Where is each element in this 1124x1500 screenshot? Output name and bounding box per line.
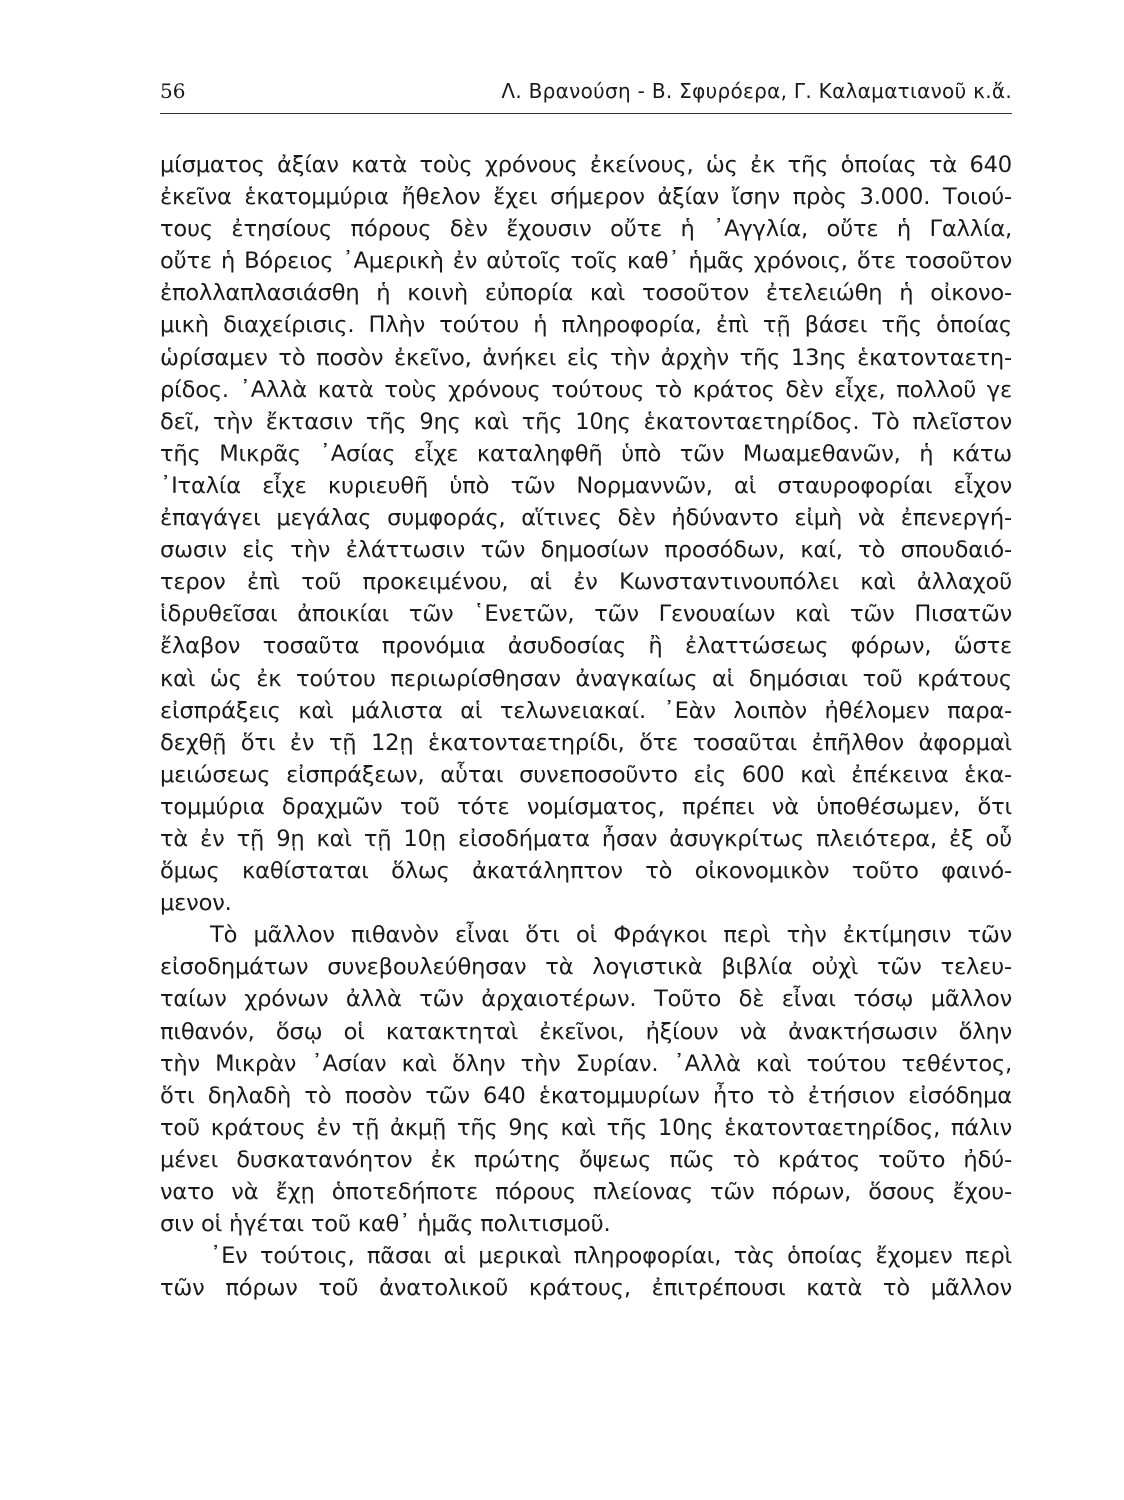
text-line: ᾿Ιταλία εἶχε κυριευθῆ ὑπὸ τῶν Νορμαννῶν, αἱ σταυροφορίαι εἶχον xyxy=(160,472,1012,499)
text-line: εἰσπράξεις καὶ μάλιστα αἱ τελωνειακαί. ᾿Εὰν λοιπὸν ἠθέλομεν παρα- xyxy=(160,697,1012,724)
text-line: τὴν Μικρὰν ᾿Ασίαν καὶ ὅλην τὴν Συρίαν. ᾿Αλλὰ καὶ τούτου τεθέντος, xyxy=(160,1050,1012,1077)
text-line: ἐπαγάγει μεγάλας συμφοράς, αἵτινες δὲν ἠδύναντο εἰμὴ νὰ ἐπενεργή- xyxy=(160,505,1012,532)
running-head: Λ. Βρανούση - Β. Σφυρόερα, Γ. Καλαματιανοῦ κ.ἄ. xyxy=(501,79,1012,103)
text-line: σωσιν εἰς τὴν ἐλάττωσιν τῶν δημοσίων προσόδων, καί, τὸ σπουδαιό- xyxy=(160,537,1012,564)
text-line: οὔτε ἡ Βόρειος ᾿Αμερικὴ ἐν αὐτοῖς τοῖς καθ᾿ ἡμᾶς χρόνοις, ὅτε τοσοῦτον xyxy=(160,248,1012,275)
text-line: ἔλαβον τοσαῦτα προνόμια ἀσυδοσίας ἢ ἐλαττώσεως φόρων, ὥστε xyxy=(160,633,1012,660)
text-line: ἱδρυθεῖσαι ἀποικίαι τῶν ῾Ενετῶν, τῶν Γενουαίων καὶ τῶν Πισατῶν xyxy=(160,601,1012,628)
text-line: ἐκεῖνα ἑκατομμύρια ἤθελον ἔχει σήμερον ἀξίαν ἴσην πρὸς 3.000. Τοιού- xyxy=(160,184,1012,211)
text-line: ὅτι δηλαδὴ τὸ ποσὸν τῶν 640 ἑκατομμυρίων ἦτο τὸ ἐτήσιον εἰσόδημα xyxy=(160,1082,1012,1109)
text-line: εἰσοδημάτων συνεβουλεύθησαν τὰ λογιστικὰ βιβλία οὐχὶ τῶν τελευ- xyxy=(160,954,1012,981)
text-line: Τὸ μᾶλλον πιθανὸν εἶναι ὅτι οἱ Φράγκοι περὶ τὴν ἐκτίμησιν τῶν xyxy=(210,922,1012,949)
page-number: 56 xyxy=(160,79,186,103)
text-line: πιθανόν, ὅσῳ οἱ κατακτηταὶ ἐκεῖνοι, ἠξίουν νὰ ἀνακτήσωσιν ὅλην xyxy=(160,1018,1012,1045)
text-line: τους ἐτησίους πόρους δὲν ἔχουσιν οὔτε ἡ ᾿Αγγλία, οὔτε ἡ Γαλλία, xyxy=(160,216,1012,243)
text-line: τοῦ κράτους ἐν τῇ ἀκμῇ τῆς 9ης καὶ τῆς 10ης ἑκατονταετηρίδος, πάλιν xyxy=(160,1114,1012,1141)
text-line: τερον ἐπὶ τοῦ προκειμένου, αἱ ἐν Κωνσταντινουπόλει καὶ ἀλλαχοῦ xyxy=(160,569,1012,596)
text-line: μειώσεως εἰσπράξεων, αὗται συνεποσοῦντο εἰς 600 καὶ ἐπέκεινα ἑκα- xyxy=(160,761,1012,788)
text-line: ᾿Εν τούτοις, πᾶσαι αἱ μερικαὶ πληροφορίαι, τὰς ὁποίας ἔχομεν περὶ xyxy=(210,1243,1012,1270)
text-line: ρίδος. ᾿Αλλὰ κατὰ τοὺς χρόνους τούτους τὸ κράτος δὲν εἶχε, πολλοῦ γε xyxy=(160,376,1012,403)
body-text xyxy=(160,149,1012,1304)
text-line: τῶν πόρων τοῦ ἀνατολικοῦ κράτους, ἐπιτρέπουσι κατὰ τὸ μᾶλλον xyxy=(160,1275,1012,1302)
text-line: νατο νὰ ἔχῃ ὁποτεδήποτε πόρους πλείονας τῶν πόρων, ὅσους ἔχου- xyxy=(160,1179,1012,1205)
text-line: δεῖ, τὴν ἔκτασιν τῆς 9ης καὶ τῆς 10ης ἑκατονταετηρίδος. Τὸ πλεῖστον xyxy=(160,408,1012,435)
text-line: ὡρίσαμεν τὸ ποσὸν ἐκεῖνο, ἀνήκει εἰς τὴν ἀρχὴν τῆς 13ης ἑκατονταετη- xyxy=(160,344,1012,371)
text-line: τὰ ἐν τῇ 9ῃ καὶ τῇ 10ῃ εἰσοδήματα ἦσαν ἀσυγκρίτως πλειότερα, ἐξ οὗ xyxy=(160,825,1012,852)
text-line: ταίων χρόνων ἀλλὰ τῶν ἀρχαιοτέρων. Τοῦτο δὲ εἶναι τόσῳ μᾶλλον xyxy=(160,986,1012,1013)
text-line: μικὴ διαχείρισις. Πλὴν τούτου ἡ πληροφορία, ἐπὶ τῇ βάσει τῆς ὁποίας xyxy=(160,312,1012,339)
page-header xyxy=(160,75,1012,109)
text-line: καὶ ὡς ἐκ τούτου περιωρίσθησαν ἀναγκαίως αἱ δημόσιαι τοῦ κράτους xyxy=(160,665,1012,692)
text-line: μένει δυσκατανόητον ἐκ πρώτης ὄψεως πῶς τὸ κράτος τοῦτο ἠδύ- xyxy=(160,1146,1012,1173)
text-line: ἐπολλαπλασιάσθη ἡ κοινὴ εὐπορία καὶ τοσοῦτον ἐτελειώθη ἡ οἰκονο- xyxy=(160,280,1012,307)
text-line: τομμύρια δραχμῶν τοῦ τότε νομίσματος, πρέπει νὰ ὑποθέσωμεν, ὅτι xyxy=(160,793,1012,820)
header-rule xyxy=(160,113,1012,114)
text-line: μίσματος ἀξίαν κατὰ τοὺς χρόνους ἐκείνους, ὡς ἐκ τῆς ὁποίας τὰ 640 xyxy=(160,152,1012,178)
text-line: σιν οἱ ἡγέται τοῦ καθ᾿ ἡμᾶς πολιτισμοῦ. xyxy=(160,1211,611,1238)
text-line: τῆς Μικρᾶς ᾿Ασίας εἶχε καταληφθῆ ὑπὸ τῶν Μωαμεθανῶν, ἡ κάτω xyxy=(160,440,1012,467)
text-line: δεχθῇ ὅτι ἐν τῇ 12ῃ ἑκατονταετηρίδι, ὅτε τοσαῦται ἐπῆλθον ἀφορμαὶ xyxy=(160,729,1012,756)
text-line: μενον. xyxy=(160,890,232,917)
text-line: ὅμως καθίσταται ὅλως ἀκατάληπτον τὸ οἰκονομικὸν τοῦτο φαινό- xyxy=(160,858,1012,885)
